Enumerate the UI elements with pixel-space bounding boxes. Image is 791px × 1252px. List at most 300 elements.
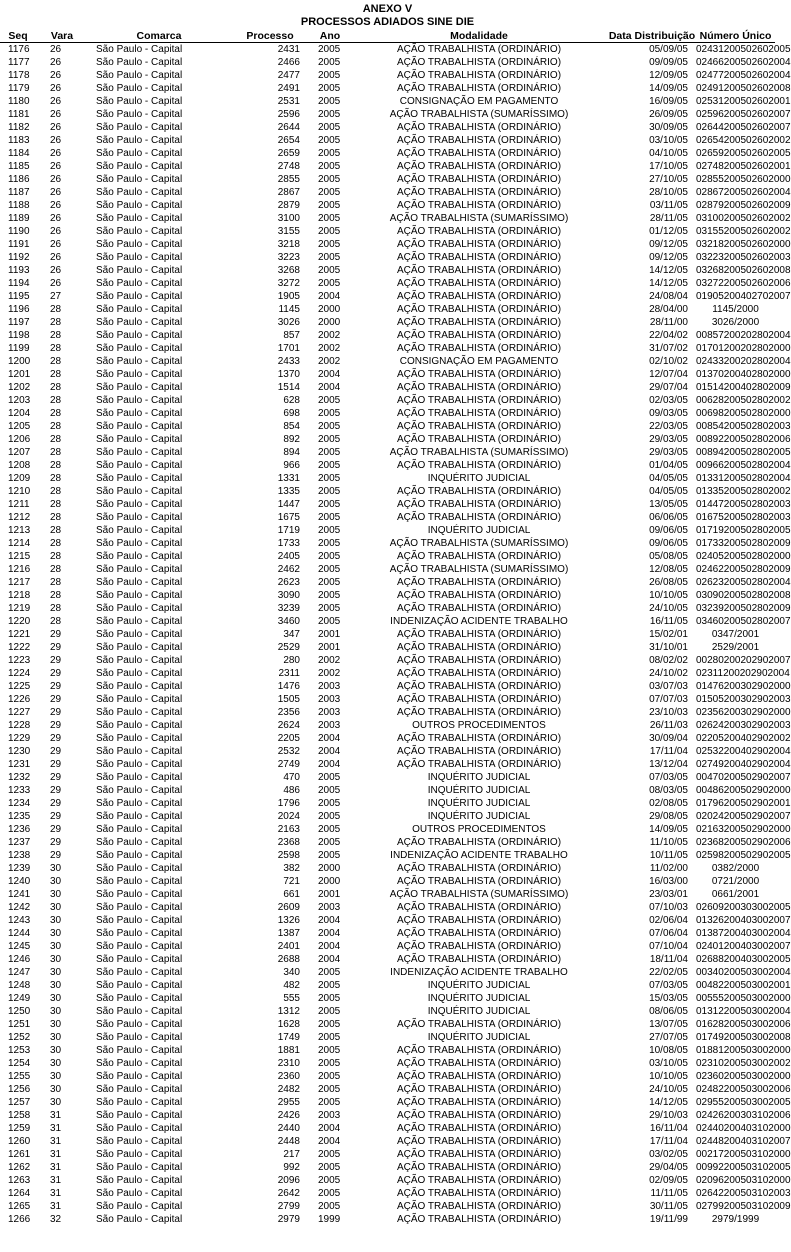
table-row — [0, 459, 775, 472]
cell-processo: 2748 — [277, 161, 300, 172]
cell-comarca: São Paulo - Capital — [96, 161, 183, 172]
cell-data-distribuicao: 15/02/01 — [649, 629, 688, 640]
table-row — [0, 134, 775, 147]
cell-data-distribuicao: 05/09/05 — [649, 44, 688, 55]
cell-processo: 966 — [283, 460, 300, 471]
cell-modalidade: AÇÃO TRABALHISTA (ORDINÁRIO) — [396, 499, 562, 510]
cell-comarca: São Paulo - Capital — [96, 226, 183, 237]
cell-comarca: São Paulo - Capital — [96, 1058, 183, 1069]
cell-seq: 1203 — [8, 395, 31, 406]
cell-processo: 1335 — [277, 486, 300, 497]
cell-seq: 1266 — [8, 1214, 31, 1225]
cell-comarca: São Paulo - Capital — [96, 551, 183, 562]
cell-data-distribuicao: 26/09/05 — [649, 109, 688, 120]
cell-seq: 1210 — [8, 486, 31, 497]
cell-ano: 2005 — [318, 395, 341, 406]
cell-comarca: São Paulo - Capital — [96, 499, 183, 510]
table-row — [0, 771, 775, 784]
cell-vara: 29 — [50, 681, 62, 692]
cell-processo: 3272 — [277, 278, 300, 289]
cell-data-distribuicao: 03/07/03 — [649, 681, 688, 692]
cell-data-distribuicao: 30/09/04 — [649, 733, 688, 744]
cell-numero-unico: 3026/2000 — [711, 317, 760, 328]
cell-ano: 2005 — [318, 499, 341, 510]
cell-modalidade: AÇÃO TRABALHISTA (ORDINÁRIO) — [396, 1188, 562, 1199]
cell-numero-unico: 02311200202902004 — [696, 668, 790, 679]
cell-numero-unico: 02688200403002005 — [696, 954, 791, 965]
cell-modalidade: AÇÃO TRABALHISTA (SUMARÍSSIMO) — [389, 109, 569, 120]
cell-modalidade: AÇÃO TRABALHISTA (ORDINÁRIO) — [396, 876, 562, 887]
cell-modalidade: AÇÃO TRABALHISTA (ORDINÁRIO) — [396, 1110, 562, 1121]
cell-numero-unico: 2529/2001 — [711, 642, 760, 653]
cell-comarca: São Paulo - Capital — [96, 928, 183, 939]
cell-processo: 2623 — [277, 577, 300, 588]
cell-modalidade: AÇÃO TRABALHISTA (ORDINÁRIO) — [396, 1162, 562, 1173]
cell-seq: 1179 — [8, 83, 30, 94]
cell-seq: 1200 — [8, 356, 31, 367]
cell-data-distribuicao: 14/12/05 — [649, 278, 688, 289]
cell-vara: 30 — [50, 941, 62, 952]
cell-seq: 1231 — [8, 759, 31, 770]
cell-vara: 28 — [50, 395, 62, 406]
cell-data-distribuicao: 07/03/05 — [649, 772, 688, 783]
cell-vara: 28 — [50, 538, 62, 549]
cell-data-distribuicao: 29/07/04 — [649, 382, 688, 393]
cell-numero-unico: 02433200202802004 — [696, 356, 791, 367]
cell-numero-unico: 00966200502802004 — [696, 460, 791, 471]
cell-ano: 2005 — [318, 252, 341, 263]
cell-vara: 31 — [50, 1175, 62, 1186]
cell-ano: 2005 — [318, 486, 341, 497]
cell-ano: 2004 — [318, 746, 341, 757]
cell-data-distribuicao: 31/10/01 — [649, 642, 688, 653]
cell-modalidade: AÇÃO TRABALHISTA (SUMARÍSSIMO) — [389, 564, 569, 575]
cell-numero-unico: 01326200403002007 — [696, 915, 791, 926]
cell-comarca: São Paulo - Capital — [96, 889, 183, 900]
cell-modalidade: AÇÃO TRABALHISTA (ORDINÁRIO) — [396, 759, 562, 770]
cell-modalidade: AÇÃO TRABALHISTA (ORDINÁRIO) — [396, 343, 562, 354]
cell-comarca: São Paulo - Capital — [96, 837, 183, 848]
cell-seq: 1193 — [8, 265, 30, 276]
cell-comarca: São Paulo - Capital — [96, 1162, 183, 1173]
cell-data-distribuicao: 22/03/05 — [649, 421, 688, 432]
cell-numero-unico: 02368200502902006 — [696, 837, 791, 848]
cell-modalidade: AÇÃO TRABALHISTA (ORDINÁRIO) — [396, 174, 562, 185]
cell-data-distribuicao: 17/11/04 — [649, 746, 688, 757]
cell-data-distribuicao: 07/06/04 — [649, 928, 688, 939]
cell-ano: 2005 — [318, 57, 341, 68]
cell-modalidade: AÇÃO TRABALHISTA (ORDINÁRIO) — [396, 460, 562, 471]
cell-data-distribuicao: 07/03/05 — [649, 980, 688, 991]
cell-vara: 26 — [50, 174, 62, 185]
cell-processo: 340 — [283, 967, 300, 978]
cell-numero-unico: 01335200502802002 — [696, 486, 791, 497]
cell-data-distribuicao: 17/11/04 — [649, 1136, 688, 1147]
cell-processo: 857 — [283, 330, 300, 341]
cell-processo: 3460 — [277, 616, 300, 627]
cell-comarca: São Paulo - Capital — [96, 473, 183, 484]
cell-numero-unico: 00482200503002001 — [696, 980, 791, 991]
cell-ano: 2002 — [318, 330, 341, 341]
cell-comarca: São Paulo - Capital — [96, 57, 183, 68]
cell-vara: 30 — [50, 915, 62, 926]
cell-numero-unico: 01701200202802000 — [696, 343, 791, 354]
cell-seq: 1251 — [8, 1019, 31, 1030]
cell-seq: 1182 — [8, 122, 30, 133]
cell-vara: 30 — [50, 876, 62, 887]
cell-modalidade: INQUÉRITO JUDICIAL — [427, 993, 531, 1004]
cell-comarca: São Paulo - Capital — [96, 187, 183, 198]
cell-numero-unico: 02867200502602004 — [696, 187, 791, 198]
cell-data-distribuicao: 11/11/05 — [650, 1188, 688, 1199]
cell-seq: 1199 — [8, 343, 30, 354]
cell-data-distribuicao: 04/05/05 — [649, 473, 688, 484]
cell-processo: 2955 — [277, 1097, 300, 1108]
cell-data-distribuicao: 14/12/05 — [649, 1097, 688, 1108]
cell-modalidade: INQUÉRITO JUDICIAL — [427, 811, 531, 822]
cell-modalidade: AÇÃO TRABALHISTA (ORDINÁRIO) — [396, 681, 562, 692]
cell-modalidade: AÇÃO TRABALHISTA (ORDINÁRIO) — [396, 1058, 562, 1069]
cell-seq: 1209 — [8, 473, 31, 484]
cell-data-distribuicao: 28/10/05 — [649, 187, 688, 198]
cell-comarca: São Paulo - Capital — [96, 811, 183, 822]
cell-processo: 3155 — [277, 226, 300, 237]
cell-modalidade: AÇÃO TRABALHISTA (ORDINÁRIO) — [396, 44, 562, 55]
cell-vara: 29 — [50, 798, 62, 809]
cell-vara: 28 — [50, 330, 62, 341]
cell-numero-unico: 00470200502902007 — [696, 772, 791, 783]
cell-numero-unico: 02096200503102000 — [696, 1175, 791, 1186]
cell-numero-unico: 02623200502802004 — [696, 577, 791, 588]
cell-processo: 3026 — [277, 317, 300, 328]
cell-data-distribuicao: 13/05/05 — [649, 499, 688, 510]
cell-ano: 2001 — [318, 629, 341, 640]
cell-seq: 1220 — [8, 616, 31, 627]
cell-data-distribuicao: 23/10/03 — [649, 707, 688, 718]
cell-numero-unico: 02532200402902004 — [696, 746, 791, 757]
cell-ano: 2005 — [318, 265, 341, 276]
cell-data-distribuicao: 07/10/03 — [649, 902, 688, 913]
cell-seq: 1242 — [8, 902, 31, 913]
cell-comarca: São Paulo - Capital — [96, 967, 183, 978]
cell-comarca: São Paulo - Capital — [96, 525, 183, 536]
cell-ano: 2004 — [318, 733, 341, 744]
cell-data-distribuicao: 01/12/05 — [649, 226, 688, 237]
cell-vara: 29 — [50, 850, 62, 861]
cell-processo: 1719 — [277, 525, 300, 536]
cell-processo: 1387 — [277, 928, 300, 939]
cell-vara: 26 — [50, 278, 62, 289]
cell-vara: 29 — [50, 772, 62, 783]
cell-vara: 26 — [50, 122, 62, 133]
cell-modalidade: AÇÃO TRABALHISTA (ORDINÁRIO) — [396, 239, 562, 250]
cell-ano: 2005 — [318, 1006, 341, 1017]
cell-processo: 1326 — [277, 915, 300, 926]
cell-seq: 1211 — [8, 499, 30, 510]
cell-numero-unico: 02799200503102009 — [696, 1201, 791, 1212]
cell-comarca: São Paulo - Capital — [96, 44, 183, 55]
cell-numero-unico: 01505200302902003 — [696, 694, 791, 705]
col-header-comarca: Comarca — [88, 29, 230, 43]
table-row — [0, 1031, 775, 1044]
cell-modalidade: INQUÉRITO JUDICIAL — [427, 1032, 531, 1043]
cell-processo: 2096 — [277, 1175, 300, 1186]
cell-seq: 1245 — [8, 941, 31, 952]
cell-ano: 2005 — [318, 213, 341, 224]
cell-modalidade: AÇÃO TRABALHISTA (ORDINÁRIO) — [396, 629, 562, 640]
cell-data-distribuicao: 04/05/05 — [649, 486, 688, 497]
cell-data-distribuicao: 26/08/05 — [649, 577, 688, 588]
cell-comarca: São Paulo - Capital — [96, 681, 183, 692]
cell-numero-unico: 01719200502802005 — [696, 525, 791, 536]
cell-numero-unico: 01796200502902001 — [696, 798, 791, 809]
cell-vara: 28 — [50, 421, 62, 432]
cell-ano: 2005 — [318, 577, 341, 588]
cell-ano: 2003 — [318, 681, 341, 692]
cell-numero-unico: 00892200502802006 — [696, 434, 791, 445]
cell-ano: 2005 — [318, 200, 341, 211]
cell-vara: 30 — [50, 1084, 62, 1095]
cell-vara: 30 — [50, 1045, 62, 1056]
cell-seq: 1216 — [8, 564, 31, 575]
cell-numero-unico: 00280200202902007 — [696, 655, 791, 666]
cell-processo: 1749 — [277, 1032, 300, 1043]
cell-modalidade: AÇÃO TRABALHISTA (ORDINÁRIO) — [396, 655, 562, 666]
cell-numero-unico: 02431200502602005 — [696, 44, 791, 55]
cell-comarca: São Paulo - Capital — [96, 434, 183, 445]
cell-data-distribuicao: 02/09/05 — [649, 1175, 688, 1186]
cell-ano: 2002 — [318, 356, 341, 367]
cell-numero-unico: 00340200503002004 — [696, 967, 791, 978]
table-row — [0, 758, 775, 771]
cell-ano: 2005 — [318, 148, 341, 159]
cell-data-distribuicao: 06/06/05 — [649, 512, 688, 523]
cell-seq: 1190 — [8, 226, 30, 237]
table-row — [0, 667, 775, 680]
cell-numero-unico: 00992200503102005 — [696, 1162, 791, 1173]
cell-data-distribuicao: 10/10/05 — [649, 590, 688, 601]
cell-modalidade: AÇÃO TRABALHISTA (SUMARÍSSIMO) — [389, 447, 569, 458]
cell-modalidade: AÇÃO TRABALHISTA (SUMARÍSSIMO) — [389, 889, 569, 900]
cell-processo: 3218 — [277, 239, 300, 250]
table-row — [0, 693, 775, 706]
table-row — [0, 355, 775, 368]
cell-vara: 29 — [50, 733, 62, 744]
cell-comarca: São Paulo - Capital — [96, 616, 183, 627]
cell-data-distribuicao: 02/06/04 — [649, 915, 688, 926]
cell-data-distribuicao: 31/07/02 — [649, 343, 688, 354]
cell-modalidade: AÇÃO TRABALHISTA (ORDINÁRIO) — [396, 863, 562, 874]
cell-processo: 721 — [283, 876, 300, 887]
cell-data-distribuicao: 13/12/04 — [649, 759, 688, 770]
cell-comarca: São Paulo - Capital — [96, 356, 183, 367]
cell-vara: 31 — [50, 1188, 62, 1199]
cell-seq: 1240 — [8, 876, 31, 887]
cell-processo: 1476 — [277, 681, 300, 692]
table-row — [0, 862, 775, 875]
col-header-data-distribuicao: Data Distribuição — [608, 29, 696, 42]
cell-ano: 2005 — [318, 161, 341, 172]
cell-processo: 2624 — [277, 720, 300, 731]
cell-data-distribuicao: 12/09/05 — [649, 70, 688, 81]
col-header-processo: Processo — [230, 29, 310, 43]
cell-numero-unico: 01447200502802003 — [696, 499, 791, 510]
cell-vara: 26 — [50, 200, 62, 211]
cell-modalidade: AÇÃO TRABALHISTA (ORDINÁRIO) — [396, 187, 562, 198]
cell-ano: 2005 — [318, 278, 341, 289]
table-row — [0, 550, 775, 563]
cell-numero-unico: 03460200502802007 — [696, 616, 791, 627]
cell-data-distribuicao: 03/10/05 — [649, 1058, 688, 1069]
table-row — [0, 329, 775, 342]
cell-modalidade: AÇÃO TRABALHISTA (ORDINÁRIO) — [396, 902, 562, 913]
cell-modalidade: AÇÃO TRABALHISTA (ORDINÁRIO) — [396, 915, 562, 926]
cell-data-distribuicao: 28/04/00 — [649, 304, 688, 315]
table-row — [0, 303, 775, 316]
cell-numero-unico: 03223200502602003 — [696, 252, 791, 263]
cell-processo: 1905 — [277, 291, 300, 302]
cell-numero-unico: 0347/2001 — [711, 629, 760, 640]
cell-comarca: São Paulo - Capital — [96, 1188, 183, 1199]
cell-vara: 27 — [50, 291, 62, 302]
table-row — [0, 602, 775, 615]
table-row — [0, 706, 775, 719]
cell-vara: 26 — [50, 252, 62, 263]
cell-vara: 28 — [50, 343, 62, 354]
table-row — [0, 511, 775, 524]
cell-numero-unico: 02024200502902007 — [696, 811, 791, 822]
cell-seq: 1234 — [8, 798, 31, 809]
cell-numero-unico: 00894200502802005 — [696, 447, 791, 458]
table-row — [0, 108, 775, 121]
cell-seq: 1221 — [8, 629, 31, 640]
cell-modalidade: AÇÃO TRABALHISTA (ORDINÁRIO) — [396, 226, 562, 237]
cell-numero-unico: 03218200502602000 — [696, 239, 791, 250]
cell-ano: 2005 — [318, 1201, 341, 1212]
table-row — [0, 264, 775, 277]
cell-vara: 28 — [50, 512, 62, 523]
cell-numero-unico: 02448200403102007 — [696, 1136, 791, 1147]
cell-comarca: São Paulo - Capital — [96, 863, 183, 874]
cell-data-distribuicao: 16/09/05 — [649, 96, 688, 107]
cell-processo: 382 — [283, 863, 300, 874]
cell-data-distribuicao: 22/04/02 — [649, 330, 688, 341]
table-row — [0, 1096, 775, 1109]
cell-seq: 1197 — [8, 317, 30, 328]
table-row — [0, 927, 775, 940]
cell-processo: 2205 — [277, 733, 300, 744]
cell-comarca: São Paulo - Capital — [96, 1149, 183, 1160]
cell-modalidade: AÇÃO TRABALHISTA (ORDINÁRIO) — [396, 278, 562, 289]
table-row — [0, 784, 775, 797]
cell-ano: 2005 — [318, 1149, 341, 1160]
cell-ano: 2004 — [318, 1123, 341, 1134]
cell-numero-unico: 00217200503102000 — [696, 1149, 791, 1160]
cell-processo: 1796 — [277, 798, 300, 809]
cell-comarca: São Paulo - Capital — [96, 1084, 183, 1095]
cell-numero-unico: 01312200503002004 — [696, 1006, 791, 1017]
cell-modalidade: AÇÃO TRABALHISTA (ORDINÁRIO) — [396, 642, 562, 653]
table-row — [0, 186, 775, 199]
cell-processo: 2879 — [277, 200, 300, 211]
cell-comarca: São Paulo - Capital — [96, 1097, 183, 1108]
cell-numero-unico: 00698200502802000 — [696, 408, 791, 419]
table-row — [0, 1187, 775, 1200]
cell-vara: 29 — [50, 811, 62, 822]
cell-seq: 1262 — [8, 1162, 31, 1173]
cell-seq: 1222 — [8, 642, 31, 653]
cell-data-distribuicao: 30/09/05 — [649, 122, 688, 133]
cell-data-distribuicao: 24/08/04 — [649, 291, 688, 302]
cell-vara: 28 — [50, 447, 62, 458]
cell-ano: 2003 — [318, 720, 341, 731]
cell-vara: 30 — [50, 993, 62, 1004]
cell-seq: 1205 — [8, 421, 31, 432]
cell-comarca: São Paulo - Capital — [96, 486, 183, 497]
cell-comarca: São Paulo - Capital — [96, 1019, 183, 1030]
cell-vara: 30 — [50, 967, 62, 978]
cell-numero-unico: 02654200502602002 — [696, 135, 791, 146]
table-header-row — [0, 29, 775, 43]
cell-modalidade: AÇÃO TRABALHISTA (ORDINÁRIO) — [396, 1123, 562, 1134]
cell-numero-unico: 00555200503002000 — [696, 993, 791, 1004]
cell-data-distribuicao: 16/11/05 — [649, 616, 688, 627]
cell-processo: 2024 — [277, 811, 300, 822]
cell-processo: 347 — [283, 629, 300, 640]
cell-comarca: São Paulo - Capital — [96, 1123, 183, 1134]
cell-seq: 1195 — [8, 291, 30, 302]
cell-data-distribuicao: 27/07/05 — [649, 1032, 688, 1043]
cell-vara: 32 — [50, 1214, 62, 1225]
cell-seq: 1252 — [8, 1032, 31, 1043]
cell-ano: 2005 — [318, 850, 341, 861]
cell-processo: 661 — [283, 889, 300, 900]
cell-processo: 2596 — [277, 109, 300, 120]
cell-processo: 2477 — [277, 70, 300, 81]
cell-ano: 2005 — [318, 1175, 341, 1186]
table-row — [0, 147, 775, 160]
table-row — [0, 394, 775, 407]
table-row — [0, 576, 775, 589]
table-row — [0, 407, 775, 420]
cell-comarca: São Paulo - Capital — [96, 850, 183, 861]
cell-comarca: São Paulo - Capital — [96, 304, 183, 315]
cell-vara: 29 — [50, 759, 62, 770]
cell-processo: 1370 — [277, 369, 300, 380]
table-row — [0, 797, 775, 810]
cell-modalidade: AÇÃO TRABALHISTA (ORDINÁRIO) — [396, 512, 562, 523]
cell-modalidade: AÇÃO TRABALHISTA (ORDINÁRIO) — [396, 668, 562, 679]
cell-comarca: São Paulo - Capital — [96, 941, 183, 952]
cell-numero-unico: 0721/2000 — [711, 876, 760, 887]
cell-numero-unico: 02440200403102000 — [696, 1123, 791, 1134]
col-header-ano: Ano — [310, 29, 350, 43]
cell-modalidade: AÇÃO TRABALHISTA (ORDINÁRIO) — [396, 837, 562, 848]
cell-vara: 29 — [50, 668, 62, 679]
cell-numero-unico: 01331200502802004 — [696, 473, 791, 484]
cell-data-distribuicao: 07/10/04 — [649, 941, 688, 952]
cell-modalidade: AÇÃO TRABALHISTA (ORDINÁRIO) — [396, 551, 562, 562]
cell-processo: 698 — [283, 408, 300, 419]
cell-modalidade: AÇÃO TRABALHISTA (ORDINÁRIO) — [396, 265, 562, 276]
cell-seq: 1215 — [8, 551, 31, 562]
cell-comarca: São Paulo - Capital — [96, 980, 183, 991]
cell-ano: 2004 — [318, 759, 341, 770]
cell-comarca: São Paulo - Capital — [96, 239, 183, 250]
cell-data-distribuicao: 03/10/05 — [649, 135, 688, 146]
cell-ano: 2001 — [318, 889, 341, 900]
cell-processo: 894 — [283, 447, 300, 458]
